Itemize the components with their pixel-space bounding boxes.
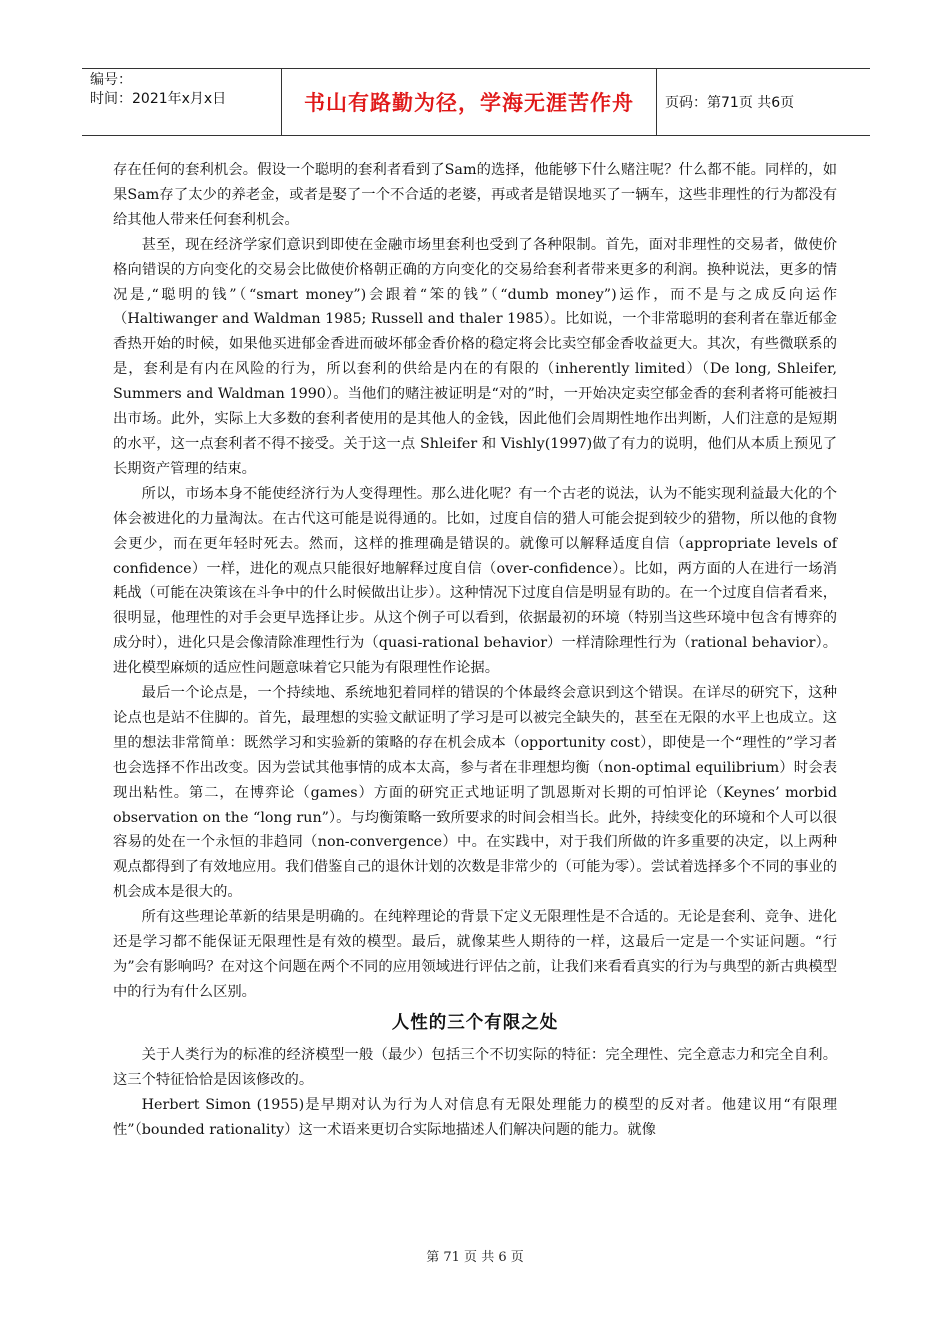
- section-paragraph-2: Herbert Simon (1955)是早期对认为行为人对信息有无限处理能力的模型的反对者。他建议用“有限理性”（bounded rationality）这一术语来更切合实际地描述人们解决问题的能力。就像: [113, 1096, 837, 1138]
- paragraph-1: 存在任何的套利机会。假设一个聪明的套利者看到了Sam的选择，他能够下什么赌注呢？什么都不能。同样的，如果Sam存了太少的养老金，或者是娶了一个不合适的老婆，再或者是错误地买了一辆车，这些非理性的行为都没有给其他人带来任何套利机会。: [113, 162, 837, 228]
- document-body: [113, 158, 837, 1142]
- paragraph-2: 甚至，现在经济学家们意识到即使在金融市场里套利也受到了各种限制。首先，面对非理性的交易者，做使价格向错误的方向变化的交易会比做使价格朝正确的方向变化的交易给套利者带来更多的利润。换种说法，更多的情况是,“聪明的钱”（“smart money”)会跟着“笨的钱”（“dumb money”)运作，而不是与之成反向运作（Haltiwanger and Waldman 1985; Russell and thaler 1985）。比如说，一个非常聪明的套利者在靠近郁金香热开始的时候，如果他买进郁金香进而破坏郁金香价格的稳定将会比卖空郁金香收益更大。其次，有些微联系的是，套利是有内在风险的行为，所以套利的供给是内在的有限的（inherently limited）（De long, Shleifer, Summers and Waldman 1990）。当他们的赌注被证明是“对的”时，一开始决定卖空郁金香的套利者将可能被扫出市场。此外，实际上大多数的套利者使用的是其他人的金钱，因此他们会周期性地作出判断，人们注意的是短期的水平，这一点套利者不得不接受。关于这一点 Shleifer 和 Vishly(1997)做了有力的说明，他们从本质上预见了长期资产管理的结束。: [113, 236, 837, 477]
- time-label: 时间：2021年x月x日: [90, 91, 227, 107]
- paragraph-3: 所以，市场本身不能使经济行为人变得理性。那么进化呢？有一个古老的说法，认为不能实现利益最大化的个体会被进化的力量淘汰。在古代这可能是说得通的。比如，过度自信的猎人可能会捉到较少的猎物，所以他的食物会更少，而在更年轻时死去。然而，这样的推理确是错误的。就像可以解释适度自信（appropriate levels of confidence）一样，进化的观点只能很好地解释过度自信（over-confidence）。比如，两方面的人在进行一场消耗战（可能在决策该在斗争中的什么时候做出让步）。这种情况下过度自信是明显有助的。在一个过度自信者看来，很明显，他理性的对手会更早选择让步。从这个例子可以看到，依据最初的环境（特别当这些环境中包含有博弈的成分时），进化只是会像清除准理性行为（quasi-rational behavior）一样清除理性行为（rational behavior）。进化模型麻烦的适应性问题意味着它只能为有限理性作论据。: [113, 485, 837, 677]
- page-header: [82, 68, 870, 136]
- section-title: 人性的三个有限之处: [391, 1012, 559, 1033]
- header-meta: [82, 69, 282, 135]
- paragraph-5: 所有这些理论革新的结果是明确的。在纯粹理论的背景下定义无限理性是不合适的。无论是套利、竞争、进化还是学习都不能保证无限理性是有效的模型。最后，就像某些人期待的一样，这最后一定是一个实证问题。“行为”会有影响吗？在对这个问题在两个不同的应用领域进行评估之前，让我们来看看真实的行为与典型的新古典模型中的行为有什么区别。: [113, 909, 837, 1000]
- header-page-info: 页码：第71页 共6页: [665, 95, 795, 111]
- page-footer: 第 71 页 共 6 页: [426, 1250, 524, 1265]
- number-label: 编号：: [90, 72, 132, 88]
- paragraph-4: 最后一个论点是，一个持续地、系统地犯着同样的错误的个体最终会意识到这个错误。在详尽的研究下，这种论点也是站不住脚的。首先，最理想的实验文献证明了学习是可以被完全缺失的，甚至在无限的水平上也成立。这里的想法非常简单：既然学习和实验新的策略的存在机会成本（opportunity cost），即使是一个“理性的”学习者也会选择不作出改变。因为尝试其他事情的成本太高，参与者在非理想均衡（non-optimal equilibrium）时会表现出粘性。第二，在博弈论（games）方面的研究正式地证明了凯恩斯对长期的可怕评论（Keynes’ morbid observation on the “long run”）。与均衡策略一致所要求的时间会相当长。此外，持续变化的环境和个人可以很容易的处在一个永恒的非趋同（non-convergence）中。在实践中，对于我们所做的许多重要的决定，以上两种观点都得到了有效地应用。我们借鉴自己的退休计划的次数是非常少的（可能为零）。尝试着选择多个不同的事业的机会成本是很大的。: [113, 685, 837, 901]
- header-motto: 书山有路勤为径，学海无涯苦作舟: [282, 69, 657, 135]
- section-paragraph-1: 关于人类行为的标准的经济模型一般（最少）包括三个不切实际的特征：完全理性、完全意志力和完全自利。这三个特征恰恰是因该修改的。: [113, 1046, 837, 1088]
